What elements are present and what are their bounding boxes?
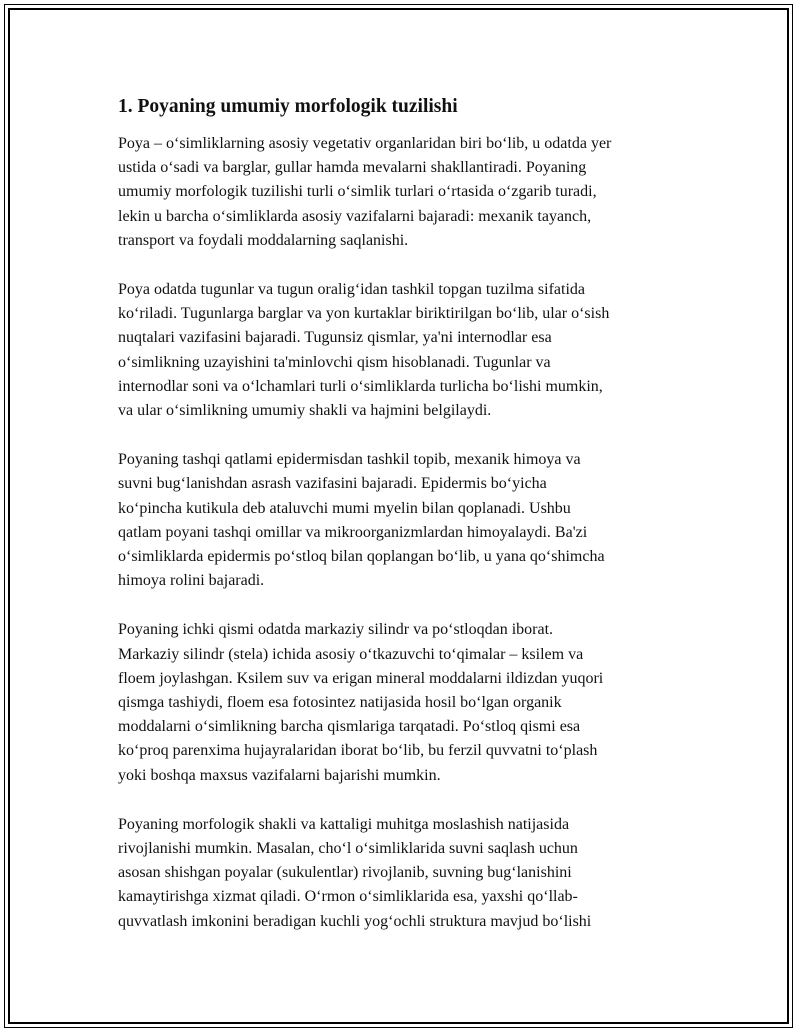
text-line: va ular oʻsimlikning umumiy shakli va hajmini belgilaydi. xyxy=(118,402,492,420)
paragraph xyxy=(118,813,688,934)
text-line: rivojlanishi mumkin. Masalan, choʻl oʻsimliklarida suvni saqlash uchun xyxy=(118,840,578,858)
text-line: oʻsimlikning uzayishini ta'minlovchi qism hisoblanadi. Tugunlar va xyxy=(118,353,551,371)
text-line: asosan shishgan poyalar (sukulentlar) rivojlanib, suvning bugʻlanishini xyxy=(118,864,572,882)
text-line: Poyaning morfologik shakli va kattaligi muhitga moslashish natijasida xyxy=(118,815,570,833)
text-line: koʻpincha kutikula deb ataluvchi mumi myelin bilan qoplanadi. Ushbu xyxy=(118,499,571,517)
paragraph xyxy=(118,132,688,253)
text-line: Poya – oʻsimliklarning asosiy vegetativ organlaridan biri boʻlib, u odatda yer xyxy=(118,135,612,152)
text-line: qismga tashiydi, floem esa fotosintez natijasida hosil boʻlgan organik xyxy=(118,694,562,712)
text-line: transport va foydali moddalarning saqlanishi. xyxy=(118,231,409,249)
text-line: himoya rolini bajaradi. xyxy=(118,572,265,590)
text-line: oʻsimliklarda epidermis poʻstloq bilan qoplangan boʻlib, u yana qoʻshimcha xyxy=(118,548,605,566)
text-line: yoki boshqa maxsus vazifalarni bajarishi mumkin. xyxy=(118,766,441,784)
text-line: koʻproq parenxima hujayralaridan iborat boʻlib, bu ferzil quvvatni toʻplash xyxy=(118,742,598,760)
text-line: Poya odatda tugunlar va tugun oraligʻidan tashkil topgan tuzilma sifatida xyxy=(118,281,585,299)
document-body xyxy=(118,94,688,959)
text-line: umumiy morfologik tuzilishi turli oʻsimlik turlari oʻrtasida oʻzgarib turadi, xyxy=(118,183,597,201)
paragraph xyxy=(118,278,688,423)
text-line: Poyaning tashqi qatlami epidermisdan tashkil topib, mexanik himoya va xyxy=(118,451,581,469)
text-line: Markaziy silindr (stela) ichida asosiy oʻtkazuvchi toʻqimalar – ksilem va xyxy=(118,645,584,663)
paragraph xyxy=(118,448,688,593)
text-line: qatlam poyani tashqi omillar va mikroorganizmlardan himoyalaydi. Ba'zi xyxy=(118,523,588,541)
text-line: suvni bugʻlanishdan asrash vazifasini bajaradi. Epidermis boʻyicha xyxy=(118,475,547,493)
text-line: kamaytirishga xizmat qiladi. Oʻrmon oʻsimliklarida esa, yaxshi qoʻllab- xyxy=(118,888,578,906)
text-line: moddalarni oʻsimlikning barcha qismlariga tarqatadi. Poʻstloq qismi esa xyxy=(118,718,581,736)
text-line: koʻriladi. Tugunlarga barglar va yon kurtaklar biriktirilgan boʻlib, ular oʻsish xyxy=(118,305,610,323)
text-line: lekin u barcha oʻsimliklarda asosiy vazifalarni bajaradi: mexanik tayanch, xyxy=(118,207,592,225)
paragraph xyxy=(118,618,688,787)
text-line: ustida oʻsadi va barglar, gullar hamda mevalarni shakllantiradi. Poyaning xyxy=(118,159,587,177)
paragraph-list xyxy=(118,132,688,934)
section-heading: 1. Poyaning umumiy morfologik tuzilishi xyxy=(118,96,458,117)
text-line: floem joylashgan. Ksilem suv va erigan mineral moddalarni ildizdan yuqori xyxy=(118,669,604,687)
text-line: Poyaning ichki qismi odatda markaziy silindr va poʻstloqdan iborat. xyxy=(118,621,554,639)
text-line: internodlar soni va oʻlchamlari turli oʻsimliklarda turlicha boʻlishi mumkin, xyxy=(118,377,603,395)
text-line: quvvatlash imkonini beradigan kuchli yogʻochli struktura mavjud boʻlishi xyxy=(118,912,592,930)
text-line: nuqtalari vazifasini bajaradi. Tugunsiz qismlar, ya'ni internodlar esa xyxy=(118,329,552,347)
